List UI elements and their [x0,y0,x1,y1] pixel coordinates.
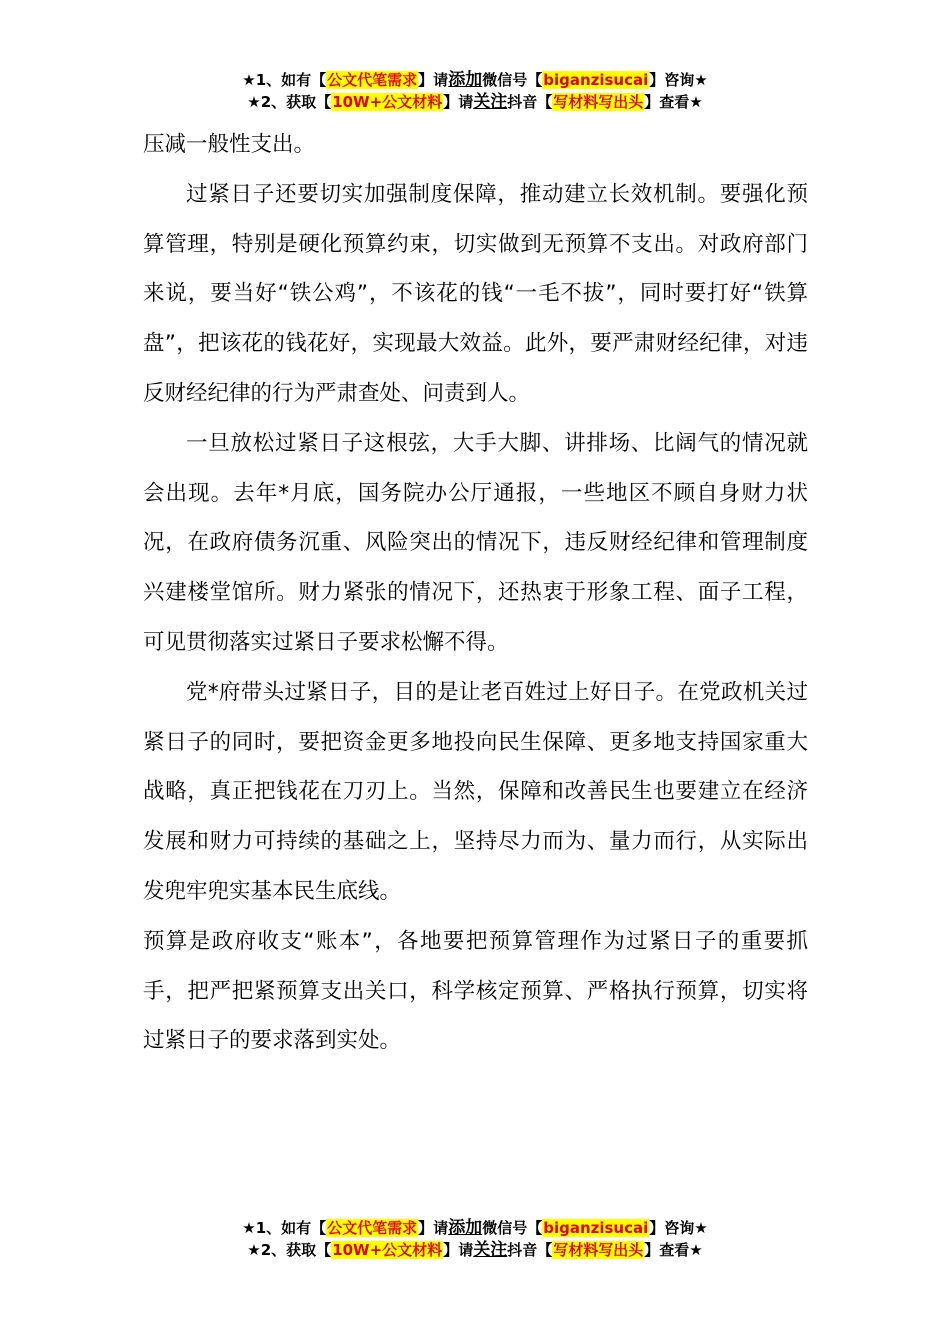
document-body [143,120,808,1066]
highlight-wechat-id: biganzisucai [543,71,649,89]
banner-line-1: ★1、如有【公文代笔需求】请添加微信号【biganzisucai】咨询★ [242,70,708,90]
paragraph: 预算是政府收支“账本”，各地要把预算管理作为过紧日子的重要抓手，把严把紧预算支出关口，科学核定预算、严格执行预算，切实将过紧日子的要求落到实处。 [143,928,808,1054]
paragraph: 一旦放松过紧日子这根弦，大手大脚、讲排场、比阔气的情况就会出现。去年*月底，国务院办公厅通报，一些地区不顾自身财力状况，在政府债务沉重、风险突出的情况下，违反财经纪律和管理制度兴建楼堂馆所。财力紧张的情况下，还热衷于形象工程、面子工程，可见贯彻落实过紧日子要求松懈不得。 [143,430,808,655]
highlight-service: 公文代笔需求 [327,71,418,89]
header-banner [0,69,950,113]
highlight-douyin: 写材料写出头 [553,1241,644,1259]
footer-banner [0,1217,950,1261]
banner-line-1: ★1、如有【公文代笔需求】请添加微信号【biganzisucai】咨询★ [242,1218,708,1238]
highlight-materials: 10W+公文材料 [332,1241,443,1259]
highlight-douyin: 写材料写出头 [553,93,644,111]
paragraph: 压减一般性支出。 [143,132,316,157]
banner-line-2: ★2、获取【10W+公文材料】请关注抖音【写材料写出头】查看★ [247,1240,703,1260]
paragraph: 党*府带头过紧日子，目的是让老百姓过上好日子。在党政机关过紧日子的同时，要把资金更多地投向民生保障、更多地支持国家重大战略，真正把钱花在刀刃上。当然，保障和改善民生也要建立在经济发展和财力可持续的基础之上，坚持尽力而为、量力而行，从实际出发兜牢兜实基本民生底线。 [143,679,808,904]
banner-line-2: ★2、获取【10W+公文材料】请关注抖音【写材料写出头】查看★ [247,92,703,112]
highlight-service: 公文代笔需求 [327,1219,418,1237]
highlight-materials: 10W+公文材料 [332,93,443,111]
paragraph: 过紧日子还要切实加强制度保障，推动建立长效机制。要强化预算管理，特别是硬化预算约束，切实做到无预算不支出。对政府部门来说，要当好“铁公鸡”，不该花的钱“一毛不拔”，同时要打好“铁算盘”，把该花的钱花好，实现最大效益。此外，要严肃财经纪律，对违反财经纪律的行为严肃查处、问责到人。 [143,181,808,406]
highlight-wechat-id: biganzisucai [543,1219,649,1237]
